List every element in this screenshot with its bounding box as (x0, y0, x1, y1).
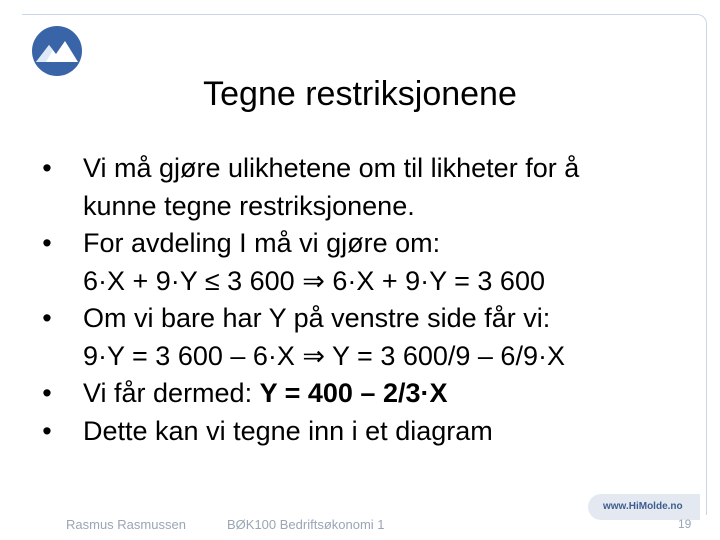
page-number: 19 (678, 517, 692, 531)
bullet-line: For avdeling I må vi gjøre om: (83, 228, 441, 258)
bullet-item (40, 300, 700, 375)
bullet-marker: • (42, 415, 52, 446)
footer-course: BØK100 Bedriftsøkonomi 1 (227, 517, 385, 532)
bullet-marker: • (42, 228, 52, 258)
bullet-line: Om vi bare har Y på venstre side får vi: (83, 303, 551, 333)
slide-title: Tegne restriksjonene (203, 75, 517, 113)
bullet-item (40, 375, 700, 413)
equation-line: 9·Y = 3 600 – 6·X ⇒ Y = 3 600/9 – 6/9·X (83, 340, 565, 371)
bullet-line: Dette kan vi tegne inn i et diagram (83, 415, 493, 446)
bullet-marker: • (42, 378, 52, 408)
mountain-logo-icon (30, 24, 84, 78)
bullet-item (40, 413, 700, 451)
bullet-line: Vi må gjøre ulikhetene om til likheter for å (83, 153, 580, 183)
result-equation: Y = 400 – 2/3·X (259, 378, 448, 408)
bullet-item (40, 150, 700, 225)
bullet-prefix: Vi får dermed: (83, 378, 260, 408)
bullet-marker: • (42, 153, 52, 183)
bullet-item (40, 225, 700, 300)
bullet-line (83, 375, 700, 413)
bullet-list (40, 150, 700, 450)
footer-author: Rasmus Rasmussen (66, 517, 186, 532)
bullet-marker: • (42, 303, 52, 333)
equation-line: 6·X + 9·Y ≤ 3 600 ⇒ 6·X + 9·Y = 3 600 (83, 265, 545, 296)
website-link[interactable]: www.HiMolde.no (603, 501, 683, 512)
bullet-line: kunne tegne restriksjonene. (83, 190, 415, 221)
